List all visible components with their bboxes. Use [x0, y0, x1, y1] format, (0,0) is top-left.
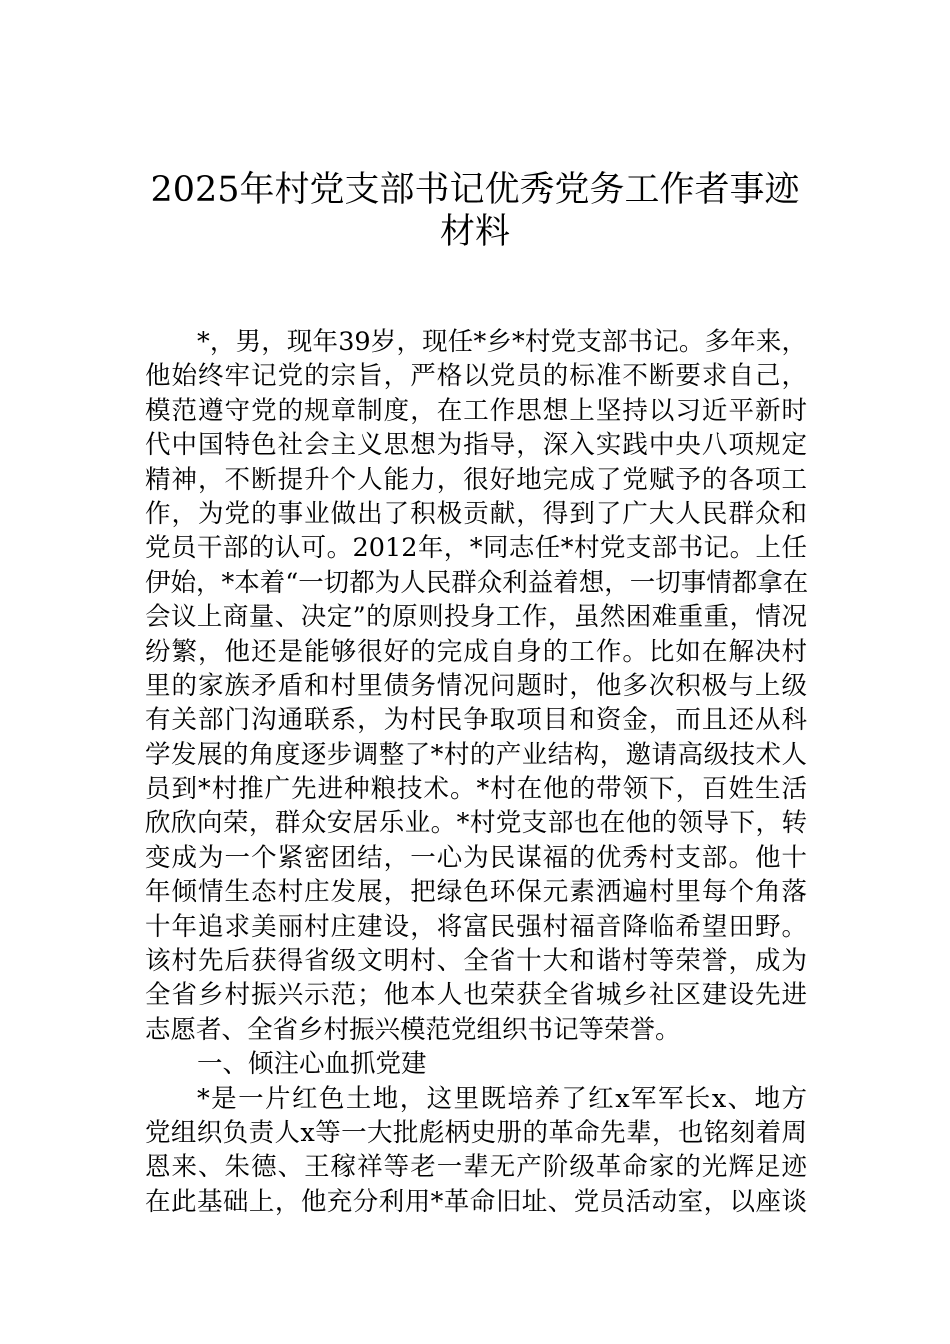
body-line: 志愿者、全省乡村振兴模范党组织书记等荣誉。: [145, 1014, 681, 1045]
body-line: 该村先后获得省级文明村、全省十大和谐村等荣誉，成为: [145, 946, 807, 977]
body-line: 模范遵守党的规章制度，在工作思想上坚持以习近平新时: [145, 395, 807, 426]
body-line: 全省乡村振兴示范；他本人也荣获全省城乡社区建设先进: [145, 980, 807, 1011]
body-line: 纷繁，他还是能够很好的完成自身的工作。比如在解决村: [145, 636, 807, 667]
body-line: 十年追求美丽村庄建设，将富民强村福音降临希望田野。: [145, 911, 807, 942]
section-heading: 一、倾注心血抓党建: [197, 1049, 427, 1080]
body-line: 欣欣向荣，群众安居乐业。*村党支部也在他的领导下，转: [145, 808, 807, 839]
body-line: 精神，不断提升个人能力，很好地完成了党赋予的各项工: [145, 464, 807, 495]
body-line: *是一片红色土地，这里既培养了红x军军长x、地方: [197, 1083, 807, 1114]
body-line: 党员干部的认可。2012年，*同志任*村党支部书记。上任: [145, 533, 807, 564]
body-line: 年倾情生态村庄发展，把绿色环保元素洒遍村里每个角落: [145, 877, 807, 908]
body-line: 作，为党的事业做出了积极贡献，得到了广大人民群众和: [145, 498, 807, 529]
body-line: 里的家族矛盾和村里债务情况问题时，他多次积极与上级: [145, 670, 807, 701]
document-title-line-2: 材料: [439, 212, 510, 252]
body-line: 代中国特色社会主义思想为指导，深入实践中央八项规定: [145, 430, 807, 461]
body-line: 变成为一个紧密团结，一心为民谋福的优秀村支部。他十: [145, 842, 807, 873]
body-line: 在此基础上，他充分利用*革命旧址、党员活动室，以座谈: [145, 1186, 807, 1217]
body-line: 党组织负责人x等一大批彪柄史册的革命先辈，也铭刻着周: [145, 1117, 807, 1148]
body-line: 伊始，*本着“一切都为人民群众利益着想，一切事情都拿在: [145, 567, 809, 598]
body-line: *，男，现年39岁，现任*乡*村党支部书记。多年来，: [197, 327, 807, 357]
body-line: 会议上商量、决定”的原则投身工作，虽然困难重重，情况: [145, 602, 807, 633]
document-title-line-1: 2025年村党支部书记优秀党务工作者事迹: [150, 170, 800, 210]
body-line: 有关部门沟通联系，为村民争取项目和资金，而且还从科: [145, 705, 807, 736]
body-line: 他始终牢记党的宗旨，严格以党员的标准不断要求自己，: [145, 361, 807, 392]
body-line: 学发展的角度逐步调整了*村的产业结构，邀请高级技术人: [145, 739, 807, 770]
body-line: 员到*村推广先进种粮技术。*村在他的带领下，百姓生活: [145, 774, 807, 805]
body-line: 恩来、朱德、王稼祥等老一辈无产阶级革命家的光辉足迹: [145, 1152, 807, 1183]
document-body: [145, 325, 807, 1219]
